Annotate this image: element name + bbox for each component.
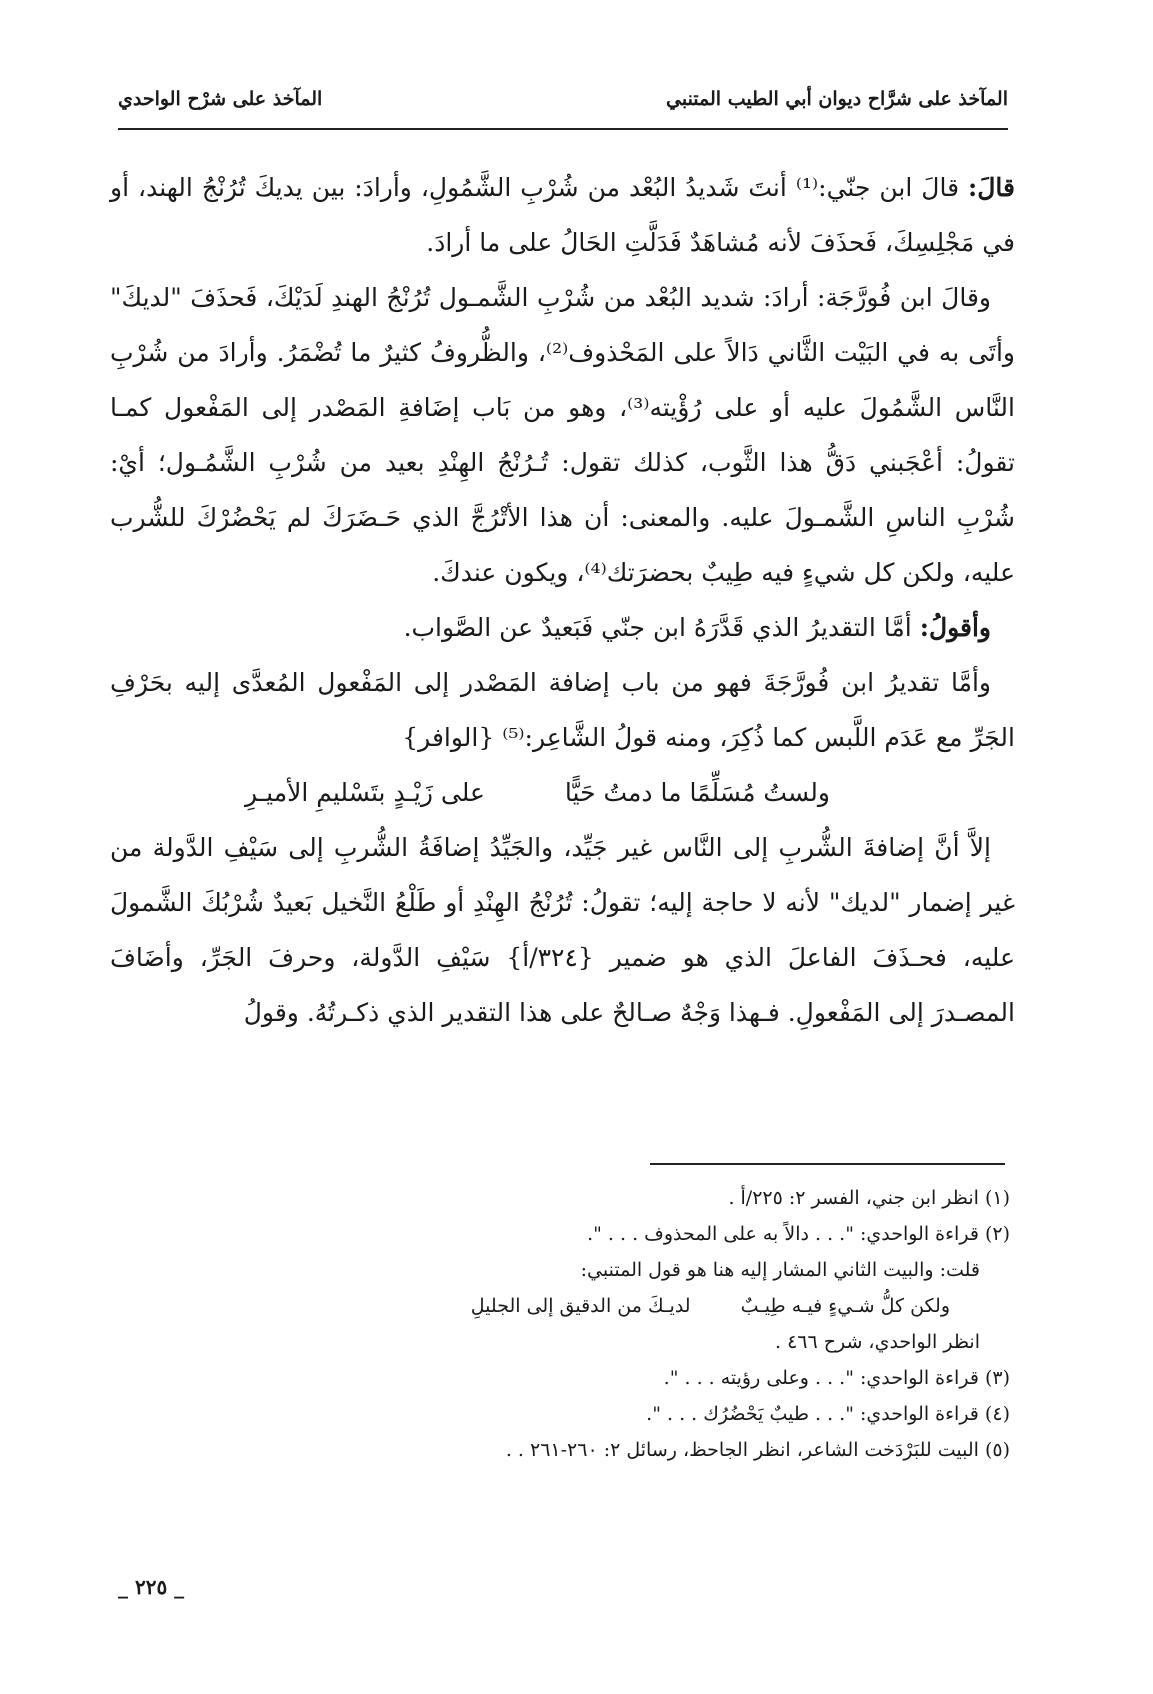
main-text [110, 160, 1015, 1040]
paragraph-5: إلاَّ أنَّ إضافةَ الشُّربِ إلى النَّاس غير جَيِّد، والجَيِّدُ إضافَةُ الشُّربِ إلى سَيْفِ الدَّولة من غير إضمار "لديك" لأنه لا حاجة إليه؛ تقولُ: تُرُنْجُ الهِنْدِ أو طَلْعُ النَّخيل بَعيدٌ شُرْبُكَ الشَّمولَ عليه، فحـذَفَ الفاعلَ الذي هو ضمير {٣٢٤/أ} سَيْفِ الدَّولة، وحرفَ الجَرِّ، وأضَافَ المصـدرَ إلى المَفْعولِ. فـهذا وَجْهٌ صـالحٌ على هذا التقدير الذي ذكـرتُهُ. وقولُ [110, 833, 1015, 1027]
footnote-1: (١) انظر ابن جني، الفسر ٢: ٢٢٥/أ . [728, 1187, 1010, 1209]
poem-verse [110, 765, 1015, 820]
footnote-divider [650, 1163, 1005, 1165]
paragraph-1 [110, 160, 1015, 270]
footnote-2: (٢) قراءة الواحدي: ". . . دالاً به على المحذوف . . . ". [587, 1223, 1010, 1245]
footnotes [230, 1180, 1010, 1468]
verse-second-hemistich: على زَيْـدٍ بتَسْليمِ الأميـرِ [245, 778, 485, 807]
footnote-verse-first: ولكن كلُّ شـيءٍ فيـه طِيـبٌ [740, 1295, 950, 1317]
paragraph-text: أمَّا التقديرُ الذي قَدَّرَهُ ابن جنّي فَبَعيدٌ عن الصَّواب. [403, 613, 920, 642]
footnote-2-note: قلت: والبيت الثاني المشار إليه هنا هو قول المتنبي: [580, 1259, 980, 1281]
paragraph-lead: قالَ: [968, 173, 1015, 202]
footnote-5: (٥) البيت للبَرْدَخت الشاعر، انظر الجاحظ، رسائل ٢: ٢٦٠-٢٦١ . . [505, 1439, 1010, 1461]
footnote-4: (٤) قراءة الواحدي: ". . . طيبٌ يَحْضُرُك . . . ". [646, 1403, 1010, 1425]
paragraph-4: وأمَّا تقديرُ ابن فُورَّجَةَ فهو من باب إضافة المَصْدر إلى المَفْعول المُعدَّى إليه بحَرْفِ الجَرِّ مع عَدَم اللَّبس كما ذُكِرَ، ومنه قولُ الشَّاعِر:⁽⁵⁾ {الوافر} [110, 668, 1015, 752]
footnote-verse [230, 1288, 1010, 1324]
paragraph-3 [110, 600, 1015, 655]
footnote-2-reference: انظر الواحدي، شرح ٤٦٦ . [774, 1331, 980, 1353]
paragraph-2: وقالَ ابن فُورَّجَة: أرادَ: شديد البُعْد من شُرْبِ الشَّمـول تُرُنْجُ الهندِ لَدَيْكَ، فَحذَفَ "لديكَ" وأتَى به في البَيْت الثَّاني دَالاً على المَحْذوف⁽²⁾، والظُّروفُ كثيرٌ ما تُضْمَرُ. وأرادَ من شُرْبِ النَّاس الشَّمُولَ عليه أو على رُؤْيته⁽³⁾، وهو من بَاب إضَافةِ المَصْدر إلى المَفْعول كمـا تقولُ: أعْجَبني دَقُّ هذا الثَّوب، كذلك تقول: تُـرُنْجُ الهِنْدِ بعيد من شُرْبِ الشَّمُـول؛ أيْ: شُرْبِ الناسِ الشَّمـولَ عليه. والمعنى: أن هذا الأتْرُجَّ الذي حَـضَرَكَ لم يَحْضُرْكَ للشُّرب عليه، ولكن كل شيءٍ فيه طِيبٌ بحضرَتك⁽⁴⁾، ويكون عندكَ. [110, 283, 1015, 587]
footnote-3: (٣) قراءة الواحدي: ". . . وعلى رؤيته . . . ". [663, 1367, 1010, 1389]
chapter-title: المآخذ على شرْح الواحدي [118, 88, 323, 110]
verse-first-hemistich: ولستُ مُسَلِّمًا ما دمتُ حَيًّا [564, 778, 830, 807]
paragraph-text: قالَ ابن جنّي:⁽¹⁾ أنتَ شَديدُ البُعْد من شُرْبِ الشَّمُولِ، وأرادَ: بين يديكَ تُرُنْجُ الهند، أو في مَجْلِسِكَ، فَحذَفَ لأنه مُشاهَدٌ فَدَلَّتِ الحَالُ على ما أرادَ. [110, 173, 1015, 257]
book-title: المآخذ على شرَّاح ديوان أبي الطيب المتنبي [666, 88, 1008, 110]
footnote-verse-second: لديـكَ من الدقيق إلى الجليلِ [470, 1295, 691, 1317]
paragraph-lead: وأقولُ: [919, 613, 991, 642]
running-header [118, 88, 1008, 130]
page-number: _ ٢٢٥ _ [118, 1575, 185, 1599]
